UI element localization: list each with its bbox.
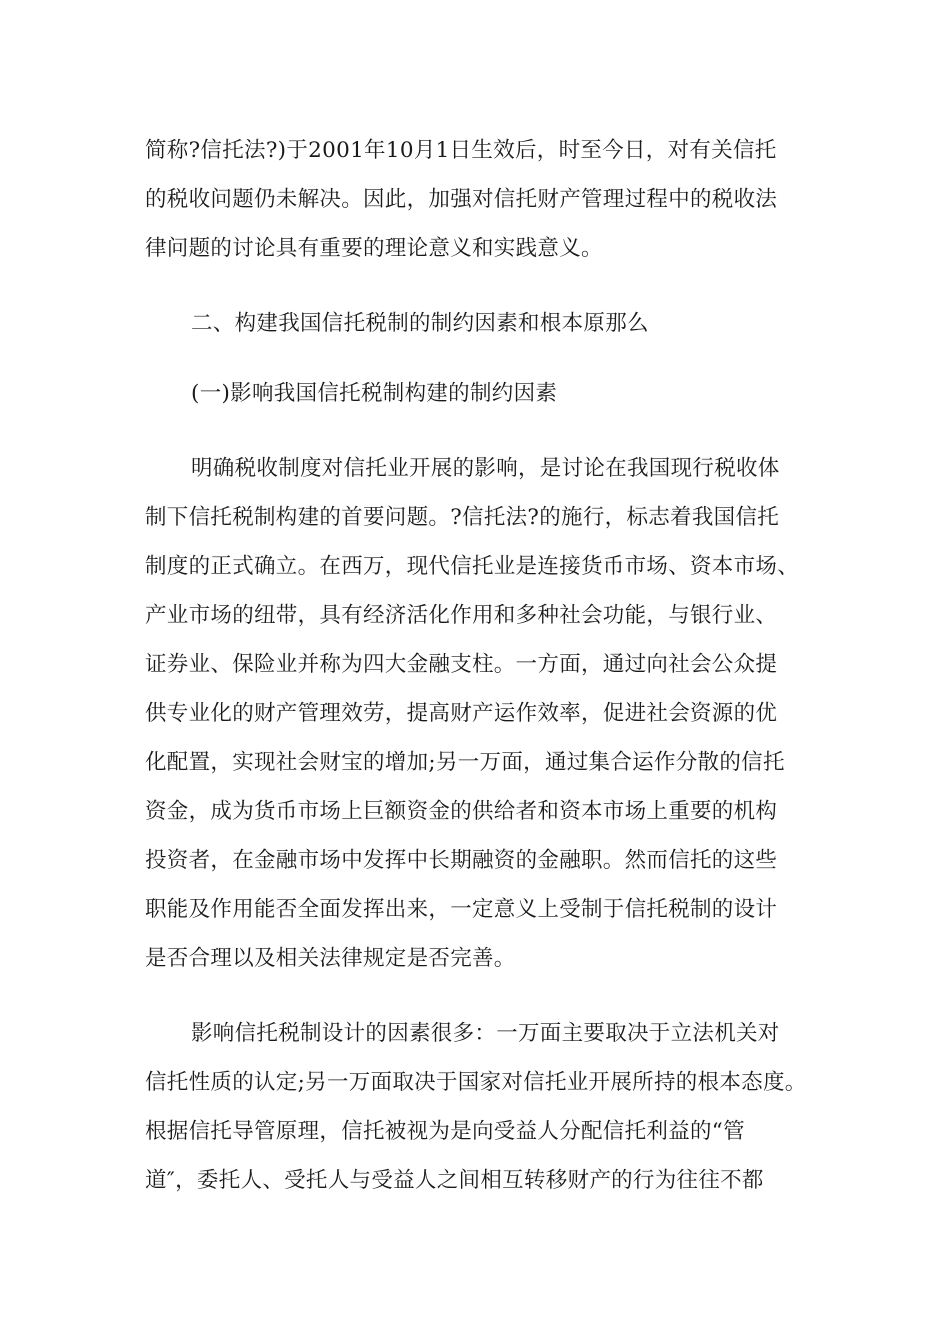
paragraph-3-line-1: 影响信托税制设计的因素很多：一万面主要取决于立法机关对 bbox=[191, 1021, 780, 1046]
subsection-heading: (一)影响我国信托税制构建的制约因素 bbox=[191, 381, 558, 406]
paragraph-3-line-3: 根据信托导管原理，信托被视为是向受益人分配信托利益的“管 bbox=[145, 1119, 745, 1144]
paragraph-3-line-4: 道″，委托人、受托人与受益人之间相互转移财产的行为往往不都 bbox=[145, 1168, 764, 1193]
paragraph-2-line-8: 资金，成为货币市场上巨额资金的供给者和资本市场上重要的机构 bbox=[145, 799, 778, 824]
paragraph-2-line-4: 产业市场的纽带，具有经济活化作用和多种社会功能，与银行业、 bbox=[145, 603, 778, 628]
paragraph-2-line-11: 是否合理以及相关法律规定是否完善。 bbox=[145, 946, 516, 971]
paragraph-1-line-3: 律问题的讨论具有重要的理论意义和实践意义。 bbox=[145, 236, 603, 261]
section-heading: 二、构建我国信托税制的制约因素和根本原那么 bbox=[191, 311, 649, 336]
paragraph-1-line-2: 的税收问题仍未解决。因此，加强对信托财产管理过程中的税收法 bbox=[145, 187, 778, 212]
paragraph-2-line-2: 制下信托税制构建的首要问题。?信托法?的施行，标志着我国信托 bbox=[145, 505, 780, 530]
paragraph-2-line-3: 制度的正式确立。在西万，现代信托业是连接货币市场、资本市场、 bbox=[145, 554, 800, 579]
paragraph-3-line-2: 信托性质的认定;另一万面取决于国家对信托业开展所持的根本态度。 bbox=[145, 1070, 807, 1095]
paragraph-2-line-5: 证券业、保险业并称为四大金融支柱。一方面，通过向社会公众提 bbox=[145, 652, 778, 677]
paragraph-1-line-1: 简称?信托法?)于2001年10月1日生效后，时至今日，对有关信托 bbox=[145, 138, 777, 163]
paragraph-2-line-6: 供专业化的财产管理效劳，提高财产运作效率，促进社会资源的优 bbox=[145, 701, 778, 726]
paragraph-2-line-10: 职能及作用能否全面发挥出来，一定意义上受制于信托税制的设计 bbox=[145, 897, 778, 922]
paragraph-2-line-9: 投资者，在金融市场中发挥中长期融资的金融职。然而信托的这些 bbox=[145, 848, 778, 873]
paragraph-2-line-1: 明确税收制度对信托业开展的影响，是讨论在我国现行税收体 bbox=[191, 456, 780, 481]
paragraph-2-line-7: 化配置，实现社会财宝的增加;另一万面，通过集合运作分散的信托 bbox=[145, 750, 785, 775]
